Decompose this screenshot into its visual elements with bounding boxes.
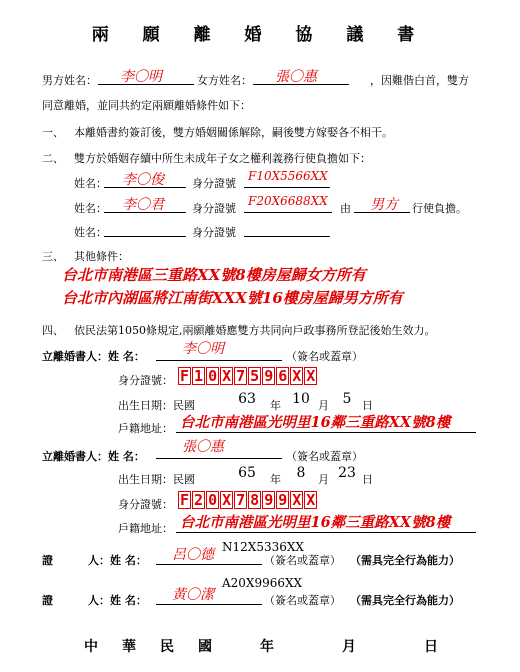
party1-name-value[interactable]: 李〇明 [182,341,224,357]
witness2-id-value[interactable]: A20X9966XX [222,576,303,590]
witness1-name-value[interactable]: 呂〇德 [172,547,214,563]
child1-name-label: 姓名： [74,177,107,190]
party1-id-char: 0 [208,367,218,385]
party1-address-value[interactable]: 台北市南港區光明里16鄰三重路XX號8樓 [180,414,451,431]
party2-id-char: 8 [250,491,260,509]
child2-by-label: 由 [340,202,351,215]
witness1-id-value[interactable]: N12X5336XX [222,540,304,554]
clause4-number: 四、 [42,324,64,337]
party1-id-char: 5 [250,367,260,385]
child3-name-underline [104,236,186,237]
child2-tail: 行使負擔。 [412,202,467,215]
party2-id-char: X [292,491,302,509]
clause3-number: 三、 [42,250,64,263]
party2-id-char: 9 [278,491,288,509]
party2-id-char: 2 [194,491,204,509]
intro-line2: 同意離婚，並同共約定兩願離婚條件如下： [42,99,251,112]
document-title: 兩 願 離 婚 協 議 書 [91,25,429,45]
child2-name-value[interactable]: 李〇君 [122,197,164,213]
witness2-label-a: 證 [42,594,53,607]
party2-address-value[interactable]: 台北市南港區光明里16鄰三重路XX號8樓 [180,514,451,531]
witness2-capacity-note: （需具完全行為能力） [350,594,460,607]
party1-id-char: 9 [264,367,274,385]
date-line-char-2: 華 [122,639,136,655]
clause1-number: 一、 [42,126,64,139]
party1-year-unit: 年 [270,399,281,412]
party2-birth-year[interactable]: 65 [238,465,256,481]
party2-birth-month[interactable]: 8 [296,465,306,481]
clause2-text: 雙方於婚姻存續中所生未成年子女之權利義務行使負擔如下： [74,152,371,165]
male-name-label: 男方姓名： [42,74,97,87]
date-line-char-1: 中 [84,639,98,655]
child3-id-label: 身分證號 [192,226,236,239]
party2-name-value[interactable]: 張〇惠 [182,439,224,455]
condition-1[interactable]: 台北市南港區三重路XX號8樓房屋歸女方所有 [62,266,366,284]
party1-month-unit: 月 [318,399,329,412]
clause1-text: 本離婚書約簽訂後，雙方婚姻關係解除，嗣後雙方嫁娶各不相干。 [74,126,393,139]
male-name-value[interactable]: 李〇明 [120,69,162,85]
party1-birth-year[interactable]: 63 [238,391,256,407]
child2-id-value[interactable]: F20X6688XX [248,194,328,208]
party2-id-char: F [180,491,190,509]
party2-id-char: X [306,491,316,509]
party2-id-label: 身分證號： [118,498,173,511]
child1-id-underline [244,187,330,188]
child2-id-underline [244,212,332,213]
party2-day-unit: 日 [362,473,373,486]
child2-name-label: 姓名： [74,202,107,215]
date-line-day: 日 [424,639,438,655]
party1-id-char: X [222,367,232,385]
female-name-value[interactable]: 張〇惠 [275,69,317,85]
date-line-char-4: 國 [198,639,212,655]
party1-id-char: 1 [194,367,204,385]
party1-id-char: 7 [236,367,246,385]
party1-name-underline [156,360,282,361]
party2-id-char: X [222,491,232,509]
date-line-char-3: 民 [160,639,174,655]
child3-id-underline [244,236,330,237]
child3-name-label: 姓名： [74,226,107,239]
condition-2[interactable]: 台北市內湖區將江南街XXX號16樓房屋歸男方所有 [62,289,403,307]
party1-birth-day[interactable]: 5 [342,391,352,407]
witness2-label-b: 人：姓 名： [88,594,147,607]
party2-name-underline [156,458,282,459]
clause2-number: 二、 [42,152,64,165]
party2-id-char: 7 [236,491,246,509]
party2-year-unit: 年 [270,473,281,486]
female-name-label: 女方姓名： [197,74,252,87]
party1-day-unit: 日 [362,399,373,412]
party1-sign-note: （簽名或蓋章） [286,350,363,363]
party2-birth-day[interactable]: 23 [338,465,356,481]
child1-id-value[interactable]: F10X5566XX [248,169,328,183]
party1-address-label: 戶籍地址： [118,422,173,435]
date-line-month: 月 [342,639,356,655]
child2-party-value[interactable]: 男方 [370,197,398,213]
party2-id-char: 9 [264,491,274,509]
party1-birth-label: 出生日期：民國 [118,399,195,412]
witness2-sign-note: （簽名或蓋章） [264,594,341,607]
intro-line1-tail: ，因難偕白首，雙方 [370,74,469,87]
party1-role-label: 立離婚書人：姓 名： [42,350,145,363]
party1-id-label: 身分證號： [118,374,173,387]
witness1-label-a: 證 [42,554,53,567]
witness1-label-b: 人：姓 名： [88,554,147,567]
party1-id-char: X [306,367,316,385]
date-line-year: 年 [260,639,274,655]
party2-address-underline [176,532,476,533]
witness1-name-underline [156,564,262,565]
party1-id-char: 6 [278,367,288,385]
party1-id-char: F [180,367,190,385]
party2-address-label: 戶籍地址： [118,522,173,535]
clause3-text: 其他條件： [74,250,129,263]
child1-id-label: 身分證號 [192,177,236,190]
witness1-capacity-note: （需具完全行為能力） [350,554,460,567]
party2-id-boxes[interactable] [178,491,318,509]
child1-name-value[interactable]: 李〇俊 [122,172,164,188]
child2-id-label: 身分證號 [192,202,236,215]
party2-role-label: 立離婚書人：姓 名： [42,450,145,463]
party1-id-char: X [292,367,302,385]
witness2-name-value[interactable]: 黃〇潔 [172,587,214,603]
party2-month-unit: 月 [318,473,329,486]
party1-address-underline [176,432,476,433]
party2-id-char: 0 [208,491,218,509]
party1-birth-month[interactable]: 10 [292,391,310,407]
witness1-sign-note: （簽名或蓋章） [264,554,341,567]
witness2-name-underline [156,604,262,605]
party2-birth-label: 出生日期：民國 [118,473,195,486]
party2-sign-note: （簽名或蓋章） [286,450,363,463]
party1-id-boxes[interactable] [178,367,318,385]
clause4-text: 依民法第1050條規定,兩願離婚應雙方共同向戶政事務所登記後始生效力。 [74,324,436,337]
